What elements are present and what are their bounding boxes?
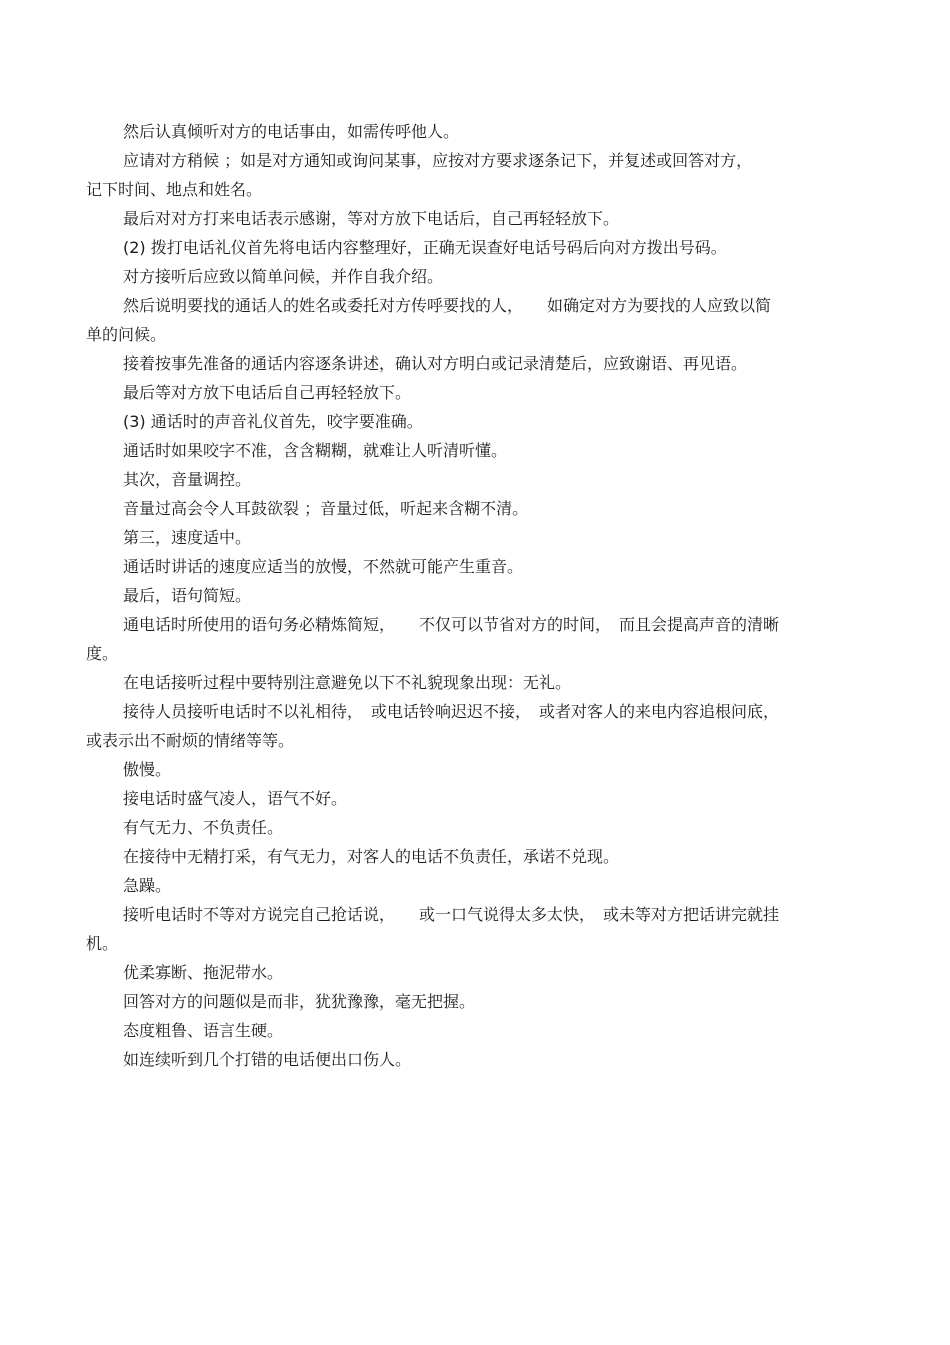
paragraph [86, 842, 856, 871]
paragraph-line: 度。 [86, 644, 119, 663]
paragraph [86, 262, 856, 291]
paragraph-line: 在接待中无精打采，有气无力，对客人的电话不负责任，承诺不兑现。 [123, 847, 620, 866]
paragraph [86, 958, 856, 987]
paragraph-line: 在电话接听过程中要特别注意避免以下不礼貌现象出现：无礼。 [123, 673, 572, 692]
paragraph [86, 581, 856, 610]
paragraph-line: 接着按事先准备的通话内容逐条讲述，确认对方明白或记录清楚后，应致谢语、再见语。 [123, 354, 748, 373]
paragraph [86, 146, 856, 204]
paragraph [86, 697, 856, 755]
paragraph [86, 552, 856, 581]
paragraph [86, 349, 856, 378]
paragraph [86, 987, 856, 1016]
paragraph [86, 378, 856, 407]
paragraph-line: 单的问候。 [86, 325, 167, 344]
paragraph-line: 有气无力、不负责任。 [123, 818, 284, 837]
paragraph-line: 接电话时盛气凌人，语气不好。 [123, 789, 348, 808]
paragraph-line: 如连续听到几个打错的电话便出口伤人。 [123, 1050, 412, 1069]
paragraph-line: 对方接听后应致以简单问候，并作自我介绍。 [123, 267, 444, 286]
paragraph-line: 或表示出不耐烦的情绪等等。 [86, 731, 295, 750]
paragraph-line: (3) 通话时的声音礼仪首先，咬字要准确。 [123, 412, 423, 431]
paragraph [86, 407, 856, 436]
paragraph [86, 204, 856, 233]
paragraph [86, 436, 856, 465]
paragraph-line: 接听电话时不等对方说完自己抢话说， 或一口气说得太多太快， 或未等对方把话讲完就挂 [123, 905, 780, 924]
paragraph [86, 117, 856, 146]
paragraph-line: 急躁。 [123, 876, 172, 895]
paragraph-line: 应请对方稍候 ；如是对方通知或询问某事，应按对方要求逐条记下，并复述或回答对方， [123, 151, 753, 170]
paragraph-line: 最后等对方放下电话后自己再轻轻放下。 [123, 383, 412, 402]
document-body [86, 117, 856, 1074]
paragraph-line: 通话时讲话的速度应适当的放慢，不然就可能产生重音。 [123, 557, 524, 576]
paragraph [86, 813, 856, 842]
paragraph-line: 傲慢。 [123, 760, 172, 779]
paragraph [86, 291, 856, 349]
paragraph [86, 668, 856, 697]
paragraph [86, 1016, 856, 1045]
paragraph-line: 然后认真倾听对方的电话事由，如需传呼他人。 [123, 122, 460, 141]
paragraph-line: 接待人员接听电话时不以礼相待， 或电话铃响迟迟不接， 或者对客人的来电内容追根问底， [123, 702, 780, 721]
paragraph [86, 784, 856, 813]
paragraph [86, 1045, 856, 1074]
paragraph-line: 音量过高会令人耳鼓欲裂 ；音量过低，听起来含糊不清。 [123, 499, 529, 518]
paragraph-line: 第三，速度适中。 [123, 528, 252, 547]
paragraph-line: 最后，语句简短。 [123, 586, 252, 605]
paragraph-line: 记下时间、地点和姓名。 [86, 180, 263, 199]
paragraph-line: 态度粗鲁、语言生硬。 [123, 1021, 284, 1040]
paragraph-line: 最后对对方打来电话表示感谢，等对方放下电话后，自己再轻轻放下。 [123, 209, 620, 228]
paragraph-line: 通话时如果咬字不准，含含糊糊，就难让人听清听懂。 [123, 441, 508, 460]
paragraph-line: 机。 [86, 934, 119, 953]
paragraph-line: 回答对方的问题似是而非，犹犹豫豫，毫无把握。 [123, 992, 476, 1011]
paragraph-line: 优柔寡断、拖泥带水。 [123, 963, 284, 982]
paragraph-line: 其次，音量调控。 [123, 470, 252, 489]
paragraph-line: (2) 拨打电话礼仪首先将电话内容整理好，正确无误查好电话号码后向对方拨出号码。 [123, 238, 727, 257]
paragraph-line: 通电话时所使用的语句务必精炼简短， 不仅可以节省对方的时间， 而且会提高声音的清晰 [123, 615, 780, 634]
paragraph [86, 233, 856, 262]
paragraph-line: 然后说明要找的通话人的姓名或委托对方传呼要找的人， 如确定对方为要找的人应致以简 [123, 296, 772, 315]
paragraph [86, 871, 856, 900]
paragraph [86, 523, 856, 552]
paragraph [86, 494, 856, 523]
paragraph [86, 755, 856, 784]
paragraph [86, 465, 856, 494]
paragraph [86, 610, 856, 668]
paragraph [86, 900, 856, 958]
